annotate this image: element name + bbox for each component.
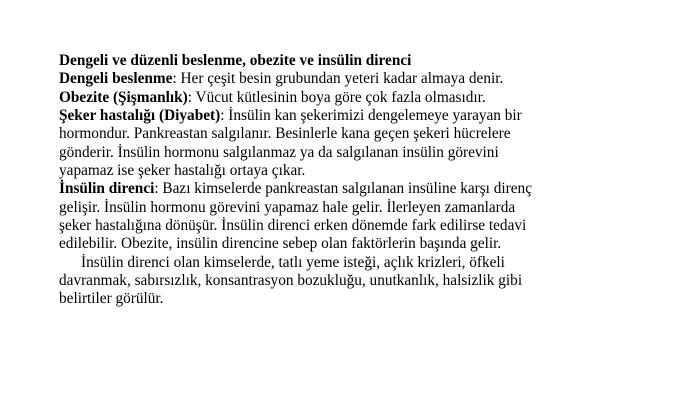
definition-line-2 bbox=[59, 89, 659, 107]
definition-line-7 bbox=[59, 180, 659, 198]
body-text: şeker hastalığına dönüşür. İnsülin direnci erken dönemde fark edilirse tedavi bbox=[59, 217, 527, 235]
definition-text: : Bazı kimselerde pankreastan salgılanan insüline karşı direnç bbox=[154, 180, 532, 198]
definition-line-3 bbox=[59, 107, 659, 125]
text-line-9 bbox=[59, 217, 659, 235]
text-line-10 bbox=[59, 235, 659, 253]
definition-term: Obezite (Şişmanlık) bbox=[59, 88, 188, 106]
text-line-6 bbox=[59, 162, 659, 180]
text-line-5 bbox=[59, 144, 659, 162]
definition-term: İnsülin direnci bbox=[59, 180, 155, 198]
body-text: edilebilir. Obezite, insülin direncine sebep olan faktörlerin başında gelir. bbox=[59, 235, 502, 253]
definition-term: Dengeli beslenme bbox=[59, 70, 173, 88]
definition-text: : İnsülin kan şekerimizi dengelemeye yarayan bir bbox=[220, 107, 522, 125]
text-line-8 bbox=[59, 199, 659, 217]
paragraph-line-3: belirtiler görülür. bbox=[59, 290, 164, 308]
definition-text: : Her çeşit besin grubundan yeteri kadar almaya denir. bbox=[172, 70, 504, 88]
definition-text: : Vücut kütlesinin boya göre çok fazla olmasıdır. bbox=[187, 88, 486, 106]
body-text: yapamaz ise şeker hastalığı ortaya çıkar. bbox=[59, 162, 306, 180]
paragraph-line-1: İnsülin direnci olan kimselerde, tatlı yeme isteği, açlık krizleri, öfkeli bbox=[81, 253, 505, 271]
document-title: Dengeli ve düzenli beslenme, obezite ve insülin direnci bbox=[59, 52, 412, 69]
definition-line-1 bbox=[59, 70, 659, 88]
text-line-4 bbox=[59, 125, 659, 143]
paragraph-line-2: davranmak, sabırsızlık, konsantrasyon bozukluğu, unutkanlık, halsizlik gibi bbox=[59, 272, 523, 290]
definition-term: Şeker hastalığı (Diyabet) bbox=[59, 107, 221, 125]
body-text: gönderir. İnsülin hormonu salgılanmaz ya da salgılanan insülin görevini bbox=[59, 143, 499, 161]
body-text: gelişir. İnsülin hormonu görevini yapamaz hale gelir. İlerleyen zamanlarda bbox=[59, 198, 516, 216]
document-page bbox=[59, 52, 659, 309]
body-text: hormondur. Pankreastan salgılanır. Besinlerle kana geçen şekeri hücrelere bbox=[59, 125, 511, 143]
